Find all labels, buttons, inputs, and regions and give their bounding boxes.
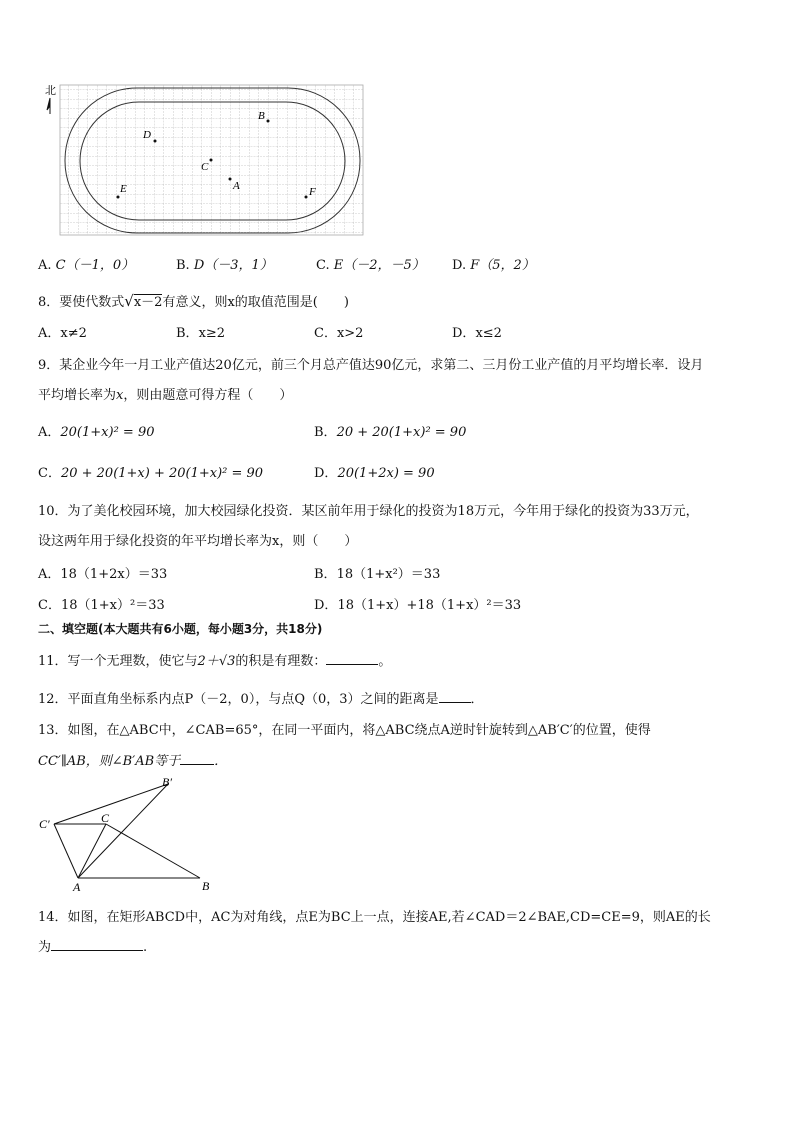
radical-sign: √: [124, 292, 134, 310]
q9-option-d: D．20(1+2x) = 90: [314, 466, 435, 481]
q8-option-c: C．x>2: [314, 326, 364, 341]
point-D: D: [143, 129, 151, 141]
north-arrow-icon: [47, 98, 50, 114]
q9-option-a: A．20(1+x)² = 90: [38, 425, 155, 440]
answer-blank: [51, 938, 143, 951]
q8-stem: 8．要使代数式√x－2有意义，则x的取值范围是( ): [38, 292, 349, 310]
section-heading: 二、填空题(本大题共有6小题，每小题3分，共18分): [38, 622, 323, 636]
q14-line2: 为 .: [38, 940, 148, 955]
label-Cp: C′: [39, 817, 50, 831]
q8-option-d: D．x≤2: [452, 326, 502, 341]
point-A: A: [233, 180, 240, 192]
q7-option-d: D. F（5，2）: [452, 258, 535, 273]
answer-blank: [439, 690, 471, 703]
point-C: C: [201, 161, 209, 173]
label-C: C: [101, 811, 110, 825]
track-map-figure: [40, 80, 370, 240]
q9-line2: 平均增长率为x，则由题意可得方程（ ）: [38, 388, 293, 403]
q9-line1: 9．某企业今年一月工业产值达20亿元，前三个月总产值达90亿元，求第二、三月份工业产值的月平均增长率．设月: [38, 358, 704, 373]
label-Bp: B′: [162, 775, 172, 789]
triangle-rotation-figure: [38, 772, 218, 894]
q10-option-b: B．18（1+x²）＝33: [314, 567, 441, 582]
q13-line2: CC′∥AB，则∠B′AB等于 ．: [38, 754, 228, 769]
q7-option-a: A. C（－1，0）: [38, 258, 135, 273]
label-B: B: [202, 879, 210, 893]
q7-option-b: B. D（－3，1）: [176, 258, 273, 273]
q9-option-c: C．20 + 20(1+x) + 20(1+x)² = 90: [38, 466, 264, 481]
point-F: F: [309, 186, 316, 198]
label-A: A: [73, 880, 81, 894]
q10-option-c: C．18（1+x）²＝33: [38, 598, 165, 613]
point-B: B: [258, 110, 265, 122]
q14-line1: 14．如图，在矩形ABCD中，AC为对角线，点E为BC上一点，连接AE,若∠CAD＝2∠BAE,CD=CE=9，则AE的长: [38, 910, 711, 925]
q11: 11．写一个无理数，使它与2＋√3的积是有理数： 。: [38, 654, 392, 669]
answer-blank: [180, 752, 214, 765]
q10-option-d: D．18（1+x）+18（1+x）²＝33: [314, 598, 522, 613]
q10-line1: 10．为了美化校园环境，加大校园绿化投资．某区前年用于绿化的投资为18万元，今年用于绿化的投资为33万元，: [38, 504, 699, 519]
q8-option-a: A．x≠2: [38, 326, 87, 341]
q8-option-b: B．x≥2: [176, 326, 226, 341]
q13-line1: 13．如图，在△ABC中，∠CAB=65°，在同一平面内，将△ABC绕点A逆时针旋转到△AB′C′的位置，使得: [38, 723, 651, 738]
q10-option-a: A．18（1+2x）＝33: [38, 567, 168, 582]
north-label: 北: [45, 85, 56, 97]
answer-blank: [326, 652, 378, 665]
point-E: E: [120, 183, 127, 195]
q12: 12．平面直角坐标系内点P（－2，0），与点Q（0，3）之间的距离是 ．: [38, 692, 484, 707]
q10-line2: 设这两年用于绿化投资的年平均增长率为x，则（ ）: [38, 534, 358, 549]
q7-option-c: C. E（－2，－5）: [316, 258, 425, 273]
q9-option-b: B．20 + 20(1+x)² = 90: [314, 425, 467, 440]
